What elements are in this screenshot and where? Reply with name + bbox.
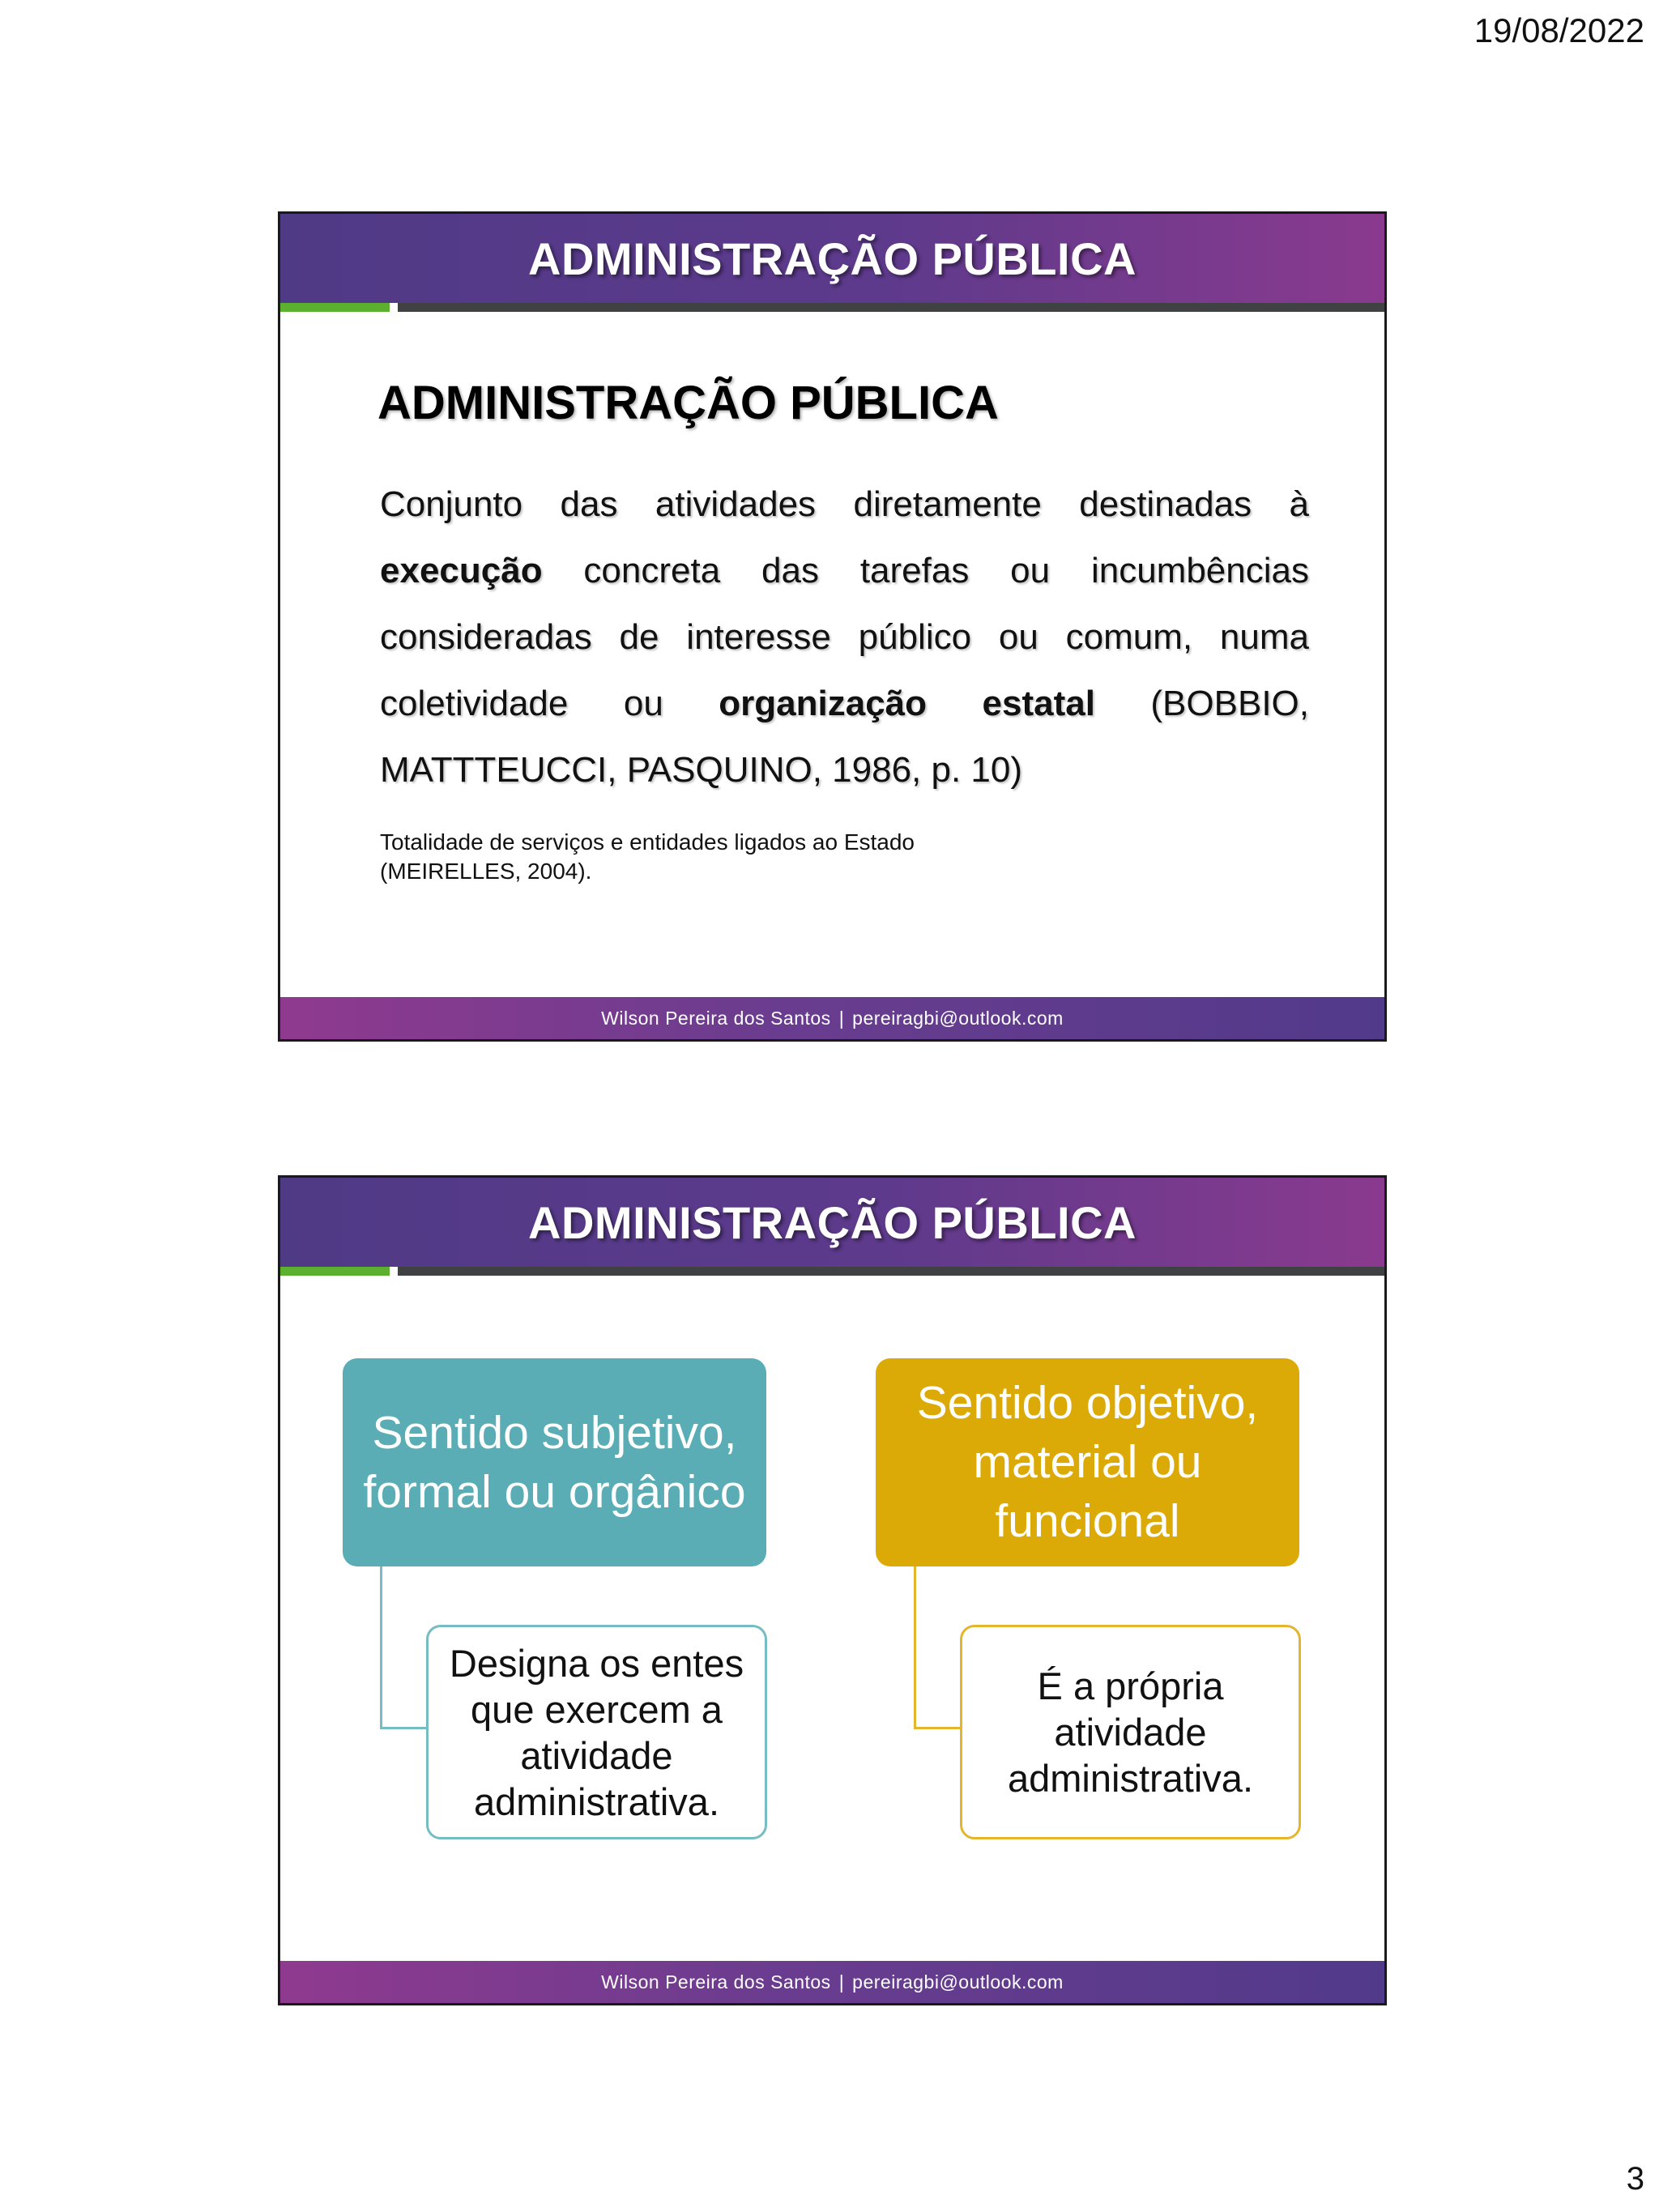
box-subjective-sense — [343, 1358, 766, 1566]
footer-author: Wilson Pereira dos Santos — [601, 1007, 831, 1029]
box-subjective-definition — [426, 1625, 767, 1839]
accent-bar-green — [280, 1267, 390, 1276]
footer-author: Wilson Pereira dos Santos — [601, 1971, 831, 1993]
footer-separator: | — [838, 1971, 845, 1993]
slide-2-header-title: ADMINISTRAÇÃO PÚBLICA — [528, 1196, 1137, 1248]
accent-bar-gray — [398, 303, 1384, 312]
definition-text-2: concreta das tarefas ou incumbências consideradas de interesse público ou comum, numa coletividade ou — [380, 551, 1309, 723]
box-objective-definition-text: É a própria atividade administrativa. — [1008, 1664, 1253, 1800]
right-connector-line — [914, 1566, 962, 1729]
definition-paragraph — [380, 471, 1309, 803]
slide-1-header-title: ADMINISTRAÇÃO PÚBLICA — [528, 232, 1137, 284]
slide-2-footer — [280, 1961, 1384, 2003]
page-date: 19/08/2022 — [1473, 11, 1644, 49]
page-number: 3 — [1626, 2161, 1644, 2197]
accent-bar-gray — [398, 1267, 1384, 1276]
left-connector-line — [380, 1566, 429, 1729]
slide-1 — [278, 211, 1387, 1042]
box-subjective-definition-text: Designa os entes que exercem a atividade administrativa. — [449, 1641, 744, 1823]
box-subjective-sense-label: Sentido subjetivo, formal ou orgânico — [363, 1406, 746, 1518]
footer-separator: | — [838, 1007, 845, 1029]
slide-2 — [278, 1175, 1387, 2005]
slide-1-title: ADMINISTRAÇÃO PÚBLICA — [377, 377, 999, 429]
definition-text-3: (BOBBIO, MATTTEUCCI, PASQUINO, 1986, p. 10) — [380, 684, 1309, 790]
definition-note: Totalidade de serviços e entidades ligados ao Estado (MEIRELLES, 2004). — [380, 829, 915, 884]
footer-email: pereiragbi@outlook.com — [852, 1971, 1064, 1993]
slide-2-header — [280, 1178, 1384, 1267]
definition-text-1: Conjunto das atividades diretamente destinadas à — [380, 484, 1309, 524]
box-objective-sense — [876, 1358, 1299, 1566]
definition-bold-2: organização estatal — [719, 684, 1095, 723]
slide-1-header — [280, 214, 1384, 303]
slide-1-footer — [280, 997, 1384, 1039]
footer-email: pereiragbi@outlook.com — [852, 1007, 1064, 1029]
box-objective-sense-label: Sentido objetivo, material ou funcional — [916, 1377, 1259, 1547]
definition-bold-1: execução — [380, 551, 543, 590]
box-objective-definition — [960, 1625, 1301, 1839]
accent-bar-green — [280, 303, 390, 312]
